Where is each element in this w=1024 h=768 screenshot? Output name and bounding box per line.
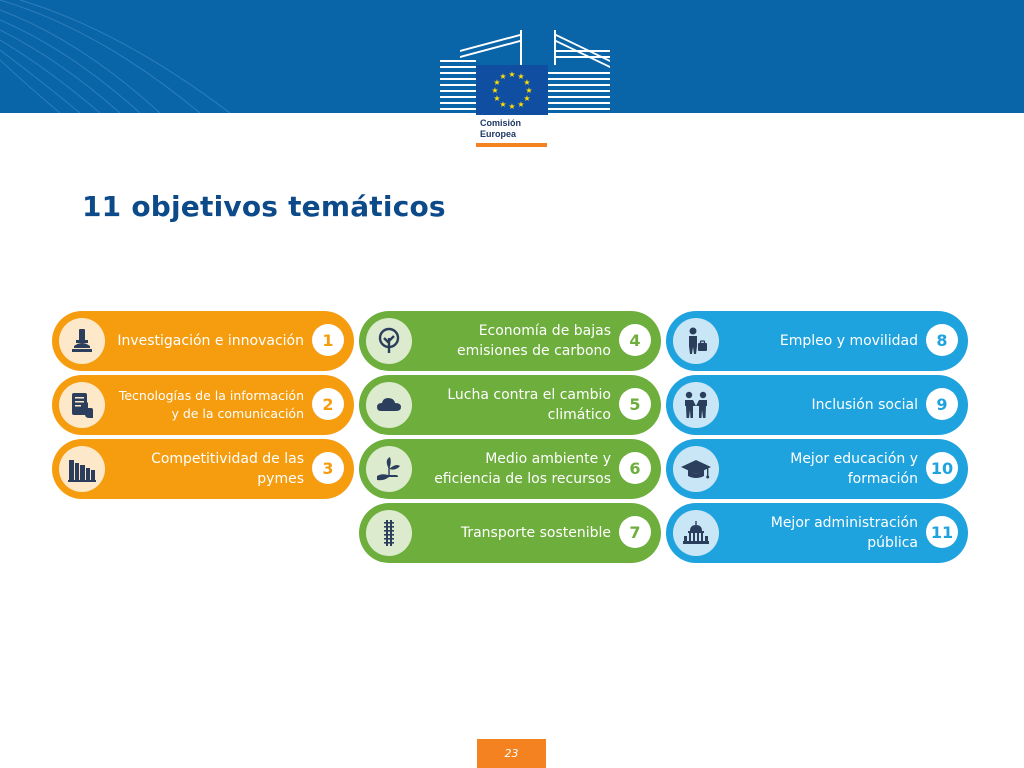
svg-text:★: ★ xyxy=(517,100,525,109)
objective-number-badge: 10 xyxy=(926,452,958,484)
cloud-icon xyxy=(366,382,412,428)
svg-text:★: ★ xyxy=(499,100,507,109)
svg-text:★: ★ xyxy=(508,102,516,111)
objective-number-badge: 8 xyxy=(926,324,958,356)
objective-pill-5[interactable] xyxy=(359,375,661,435)
objective-number-badge: 2 xyxy=(312,388,344,420)
objective-label: Inclusión social xyxy=(811,397,918,413)
page-number: 23 xyxy=(504,747,519,760)
capitol-building-icon xyxy=(673,510,719,556)
objective-number-badge: 11 xyxy=(926,516,958,548)
objective-label: Tecnologías de la información y de la comunicación xyxy=(118,388,304,421)
tablet-touch-icon xyxy=(59,382,105,428)
worker-briefcase-icon xyxy=(673,318,719,364)
objective-number-badge: 9 xyxy=(926,388,958,420)
svg-text:★: ★ xyxy=(491,86,499,95)
graduation-cap-icon xyxy=(673,446,719,492)
plant-hand-icon xyxy=(366,446,412,492)
objective-pill-8[interactable] xyxy=(666,311,968,371)
tree-icon xyxy=(366,318,412,364)
objective-number-badge: 5 xyxy=(619,388,651,420)
svg-text:★: ★ xyxy=(523,94,531,103)
objective-pill-10[interactable] xyxy=(666,439,968,499)
railway-icon xyxy=(366,510,412,556)
logo-line-2: Europea xyxy=(480,129,517,139)
objective-label: Medio ambiente y eficiencia de los recursos xyxy=(434,451,611,487)
objective-label: Transporte sostenible xyxy=(460,525,611,541)
microscope-icon xyxy=(59,318,105,364)
objective-label: Mejor administración pública xyxy=(770,515,918,551)
svg-text:★: ★ xyxy=(517,72,525,81)
european-commission-logo xyxy=(440,30,610,148)
objective-label: Lucha contra el cambio climático xyxy=(447,387,611,423)
svg-text:★: ★ xyxy=(493,78,501,87)
logo-text xyxy=(480,118,521,140)
objective-label: Mejor educación y formación xyxy=(790,451,918,487)
svg-text:★: ★ xyxy=(508,70,516,79)
logo-line-1: Comisión xyxy=(480,118,522,128)
objective-number-badge: 3 xyxy=(312,452,344,484)
objective-pill-4[interactable] xyxy=(359,311,661,371)
objective-label: Investigación e innovación xyxy=(117,333,304,349)
objective-number-badge: 1 xyxy=(312,324,344,356)
objective-pill-7[interactable] xyxy=(359,503,661,563)
factory-icon xyxy=(59,446,105,492)
objective-number-badge: 7 xyxy=(619,516,651,548)
objective-number-badge: 4 xyxy=(619,324,651,356)
objective-pill-3[interactable] xyxy=(52,439,354,499)
logo-underline xyxy=(476,143,547,147)
eu-flag-icon xyxy=(476,65,548,115)
objective-pill-1[interactable] xyxy=(52,311,354,371)
objective-label: Competitividad de las pymes xyxy=(151,451,304,487)
objective-pill-9[interactable] xyxy=(666,375,968,435)
page-number-box xyxy=(477,739,546,768)
page-title: 11 objetivos temáticos xyxy=(82,190,446,223)
people-icon xyxy=(673,382,719,428)
objective-pill-11[interactable] xyxy=(666,503,968,563)
objective-pill-6[interactable] xyxy=(359,439,661,499)
svg-text:★: ★ xyxy=(525,86,533,95)
objective-label: Economía de bajas emisiones de carbono xyxy=(457,323,611,359)
objective-pill-2[interactable] xyxy=(52,375,354,435)
objective-number-badge: 6 xyxy=(619,452,651,484)
svg-text:★: ★ xyxy=(499,72,507,81)
svg-text:★: ★ xyxy=(493,94,501,103)
svg-text:★: ★ xyxy=(523,78,531,87)
objective-label: Empleo y movilidad xyxy=(779,333,918,349)
